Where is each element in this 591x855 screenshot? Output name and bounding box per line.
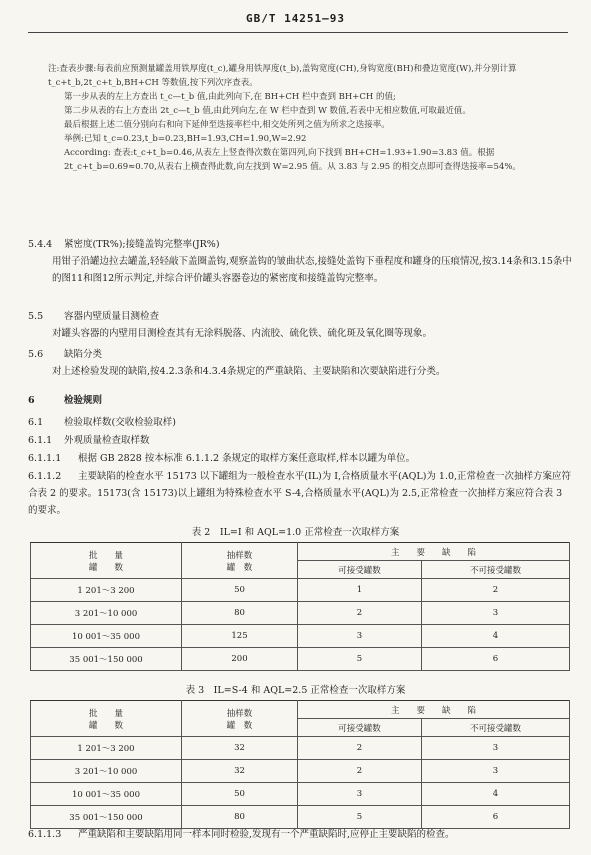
cell-reject: 4 xyxy=(421,625,569,648)
table-note xyxy=(48,62,568,174)
section-title: 紧密度(TR%);接缝盖钩完整率(JR%) xyxy=(64,239,220,250)
section-5-5 xyxy=(28,308,573,342)
section-number: 5.5 xyxy=(28,311,44,322)
table-2-caption: 表 2 IL=I 和 AQL=1.0 正常检查一次取样方案 xyxy=(191,527,400,538)
section-6-1-1-1 xyxy=(28,450,573,467)
cell-sample: 125 xyxy=(182,625,298,648)
table-3 xyxy=(30,700,570,829)
header-sample-line1: 抽样数 xyxy=(226,550,253,561)
table-row xyxy=(31,648,570,671)
header-batch xyxy=(31,543,182,579)
header-sample-line1: 抽样数 xyxy=(226,708,253,719)
section-title: 检验取样数(交收检验取样) xyxy=(64,417,176,428)
section-body: 对上述检验发现的缺陷,按4.2.3条和4.3.4条规定的严重缺陷、主要缺陷和次要缺陷进行分类。 xyxy=(52,366,446,377)
cell-batch: 3 201～10 000 xyxy=(31,760,182,783)
note-paragraph-2: 第一步从表的左上方查出 t_c—t_b 值,由此列向下,在 BH+CH 栏中查到 BH+CH 的值; xyxy=(64,92,396,102)
cell-sample: 50 xyxy=(182,783,298,806)
cell-sample: 80 xyxy=(182,602,298,625)
table-row xyxy=(31,737,570,760)
note-paragraph-1: 注:查表步骤:每表前应预测量罐盖用铁厚度(t_c),罐身用铁厚度(t_b),盖钩宽度(CH),身钩宽度(BH)和叠边宽度(W),并分别计算 t_c+t_b,2t_c+t_b,BH+CH 等数值,按下列次序查表。 xyxy=(48,64,517,88)
cell-reject: 2 xyxy=(421,579,569,602)
table-2 xyxy=(30,542,570,671)
cell-batch: 35 001～150 000 xyxy=(31,648,182,671)
section-number: 5.4.4 xyxy=(28,239,53,250)
cell-sample: 32 xyxy=(182,737,298,760)
section-body: 根据 GB 2828 按本标准 6.1.1.2 条规定的取样方案任意取样,样本以罐为单位。 xyxy=(78,453,416,464)
header-batch-line1: 批 量 xyxy=(88,550,123,561)
section-5-6 xyxy=(28,346,573,380)
cell-accept: 2 xyxy=(298,602,422,625)
header-reject: 不可接受罐数 xyxy=(421,561,569,579)
section-number: 5.6 xyxy=(28,349,44,360)
section-title: 容器内壁质量目测检查 xyxy=(64,311,160,322)
header-batch xyxy=(31,701,182,737)
section-number: 6.1.1 xyxy=(28,435,53,446)
cell-sample: 32 xyxy=(182,760,298,783)
cell-batch: 10 001～35 000 xyxy=(31,783,182,806)
section-number: 6.1 xyxy=(28,417,44,428)
section-body: 主要缺陷的检查水平 15173 以下罐组为一般检查水平(IL)为 I,合格质量水平(AQL)为 1.0,正常检查一次抽样方案应符合表 2 的要求。15173(含 15173)以上罐组为特殊检查水平 S-4,合格质量水平(AQL)为 2.5,正常检查一次抽样方案应符合表 3 的要求。 xyxy=(28,471,572,516)
cell-batch: 1 201～3 200 xyxy=(31,737,182,760)
section-title: 缺陷分类 xyxy=(64,349,103,360)
cell-batch: 35 001～150 000 xyxy=(31,806,182,829)
section-title: 外观质量检查取样数 xyxy=(64,435,150,446)
cell-accept: 3 xyxy=(298,783,422,806)
cell-batch: 1 201～3 200 xyxy=(31,579,182,602)
note-paragraph-6: According: 查表:t_c+t_b=0.46,从表左上竖查得次数在第四列,向下找到 BH+CH=1.93+1.90=3.83 值。根据 2t_c+t_b=0.69≈0.70,从表右上横查得此数,向左找到 W=2.95 值。从 3.83 与 2.95 的相交点即可查得迭接率=54%。 xyxy=(64,148,521,172)
table-3-caption: 表 3 IL=S-4 和 AQL=2.5 正常检查一次取样方案 xyxy=(185,685,406,696)
cell-reject: 3 xyxy=(421,737,569,760)
section-number: 6 xyxy=(28,395,35,406)
section-body: 用钳子沿罐边拉去罐盖,轻轻敲下盖圈盖钩,观察盖钩的皱曲状态,接缝处盖钩下垂程度和罐身的压痕情况,按3.14条和3.15条中的图11和图12所示判定,并综合评价罐头容器卷边的紧密度和接缝盖钩完整率。 xyxy=(52,256,572,284)
section-5-4-4 xyxy=(28,236,573,287)
standard-number-header: GB/T 14251—93 xyxy=(245,12,346,25)
cell-accept: 2 xyxy=(298,760,422,783)
header-sample-line2: 罐 数 xyxy=(226,720,253,731)
header-accept: 可接受罐数 xyxy=(298,719,422,737)
cell-reject: 6 xyxy=(421,806,569,829)
cell-sample: 200 xyxy=(182,648,298,671)
header-sample-line2: 罐 数 xyxy=(226,562,253,573)
table-row xyxy=(31,625,570,648)
header-batch-line1: 批 量 xyxy=(88,708,123,719)
header-batch-line2: 罐 数 xyxy=(88,562,123,573)
section-number: 6.1.1.1 xyxy=(28,453,62,464)
header-sample xyxy=(182,701,298,737)
table-row xyxy=(31,760,570,783)
note-paragraph-3: 第二步从表的右上方查出 2t_c—t_b 值,由此列向左,在 W 栏中查到 W 数值,若表中无相应数值,可取最近值。 xyxy=(64,106,471,116)
section-6-1-1-3 xyxy=(28,826,573,843)
header-main-defect: 主 要 缺 陷 xyxy=(298,701,570,719)
table-row xyxy=(31,783,570,806)
cell-reject: 3 xyxy=(421,602,569,625)
cell-sample: 80 xyxy=(182,806,298,829)
table-row xyxy=(31,602,570,625)
note-paragraph-5: 举例:已知 t_c=0.23,t_b=0.23,BH=1.93,CH=1.90,W=2.92 xyxy=(64,134,307,144)
header-batch-line2: 罐 数 xyxy=(88,720,123,731)
cell-reject: 4 xyxy=(421,783,569,806)
section-6 xyxy=(28,392,573,409)
section-6-1-1-2 xyxy=(28,468,573,519)
header-accept: 可接受罐数 xyxy=(298,561,422,579)
header-rule xyxy=(28,32,568,33)
section-title: 检验规则 xyxy=(64,395,103,406)
table-row xyxy=(31,579,570,602)
cell-accept: 5 xyxy=(298,648,422,671)
header-main-defect: 主 要 缺 陷 xyxy=(298,543,570,561)
section-number: 6.1.1.2 xyxy=(28,471,62,482)
section-number: 6.1.1.3 xyxy=(28,829,62,840)
note-paragraph-4: 最后根据上述二值分别向右和向下延伸至迭接率栏中,相交处所列之值为所求之迭接率。 xyxy=(64,120,390,130)
section-body: 严重缺陷和主要缺陷用同一样本同时检验,发现有一个严重缺陷时,应停止主要缺陷的检查。 xyxy=(78,829,455,840)
section-body: 对罐头容器的内壁用目测检查其有无涂料脱落、内流胶、硫化铁、硫化斑及氧化圈等现象。 xyxy=(52,328,433,339)
cell-accept: 3 xyxy=(298,625,422,648)
header-sample xyxy=(182,543,298,579)
cell-batch: 10 001～35 000 xyxy=(31,625,182,648)
cell-batch: 3 201～10 000 xyxy=(31,602,182,625)
cell-accept: 2 xyxy=(298,737,422,760)
cell-accept: 1 xyxy=(298,579,422,602)
cell-sample: 50 xyxy=(182,579,298,602)
cell-reject: 3 xyxy=(421,760,569,783)
header-reject: 不可接受罐数 xyxy=(421,719,569,737)
cell-accept: 5 xyxy=(298,806,422,829)
cell-reject: 6 xyxy=(421,648,569,671)
section-6-1 xyxy=(28,414,573,431)
section-6-1-1 xyxy=(28,432,573,449)
